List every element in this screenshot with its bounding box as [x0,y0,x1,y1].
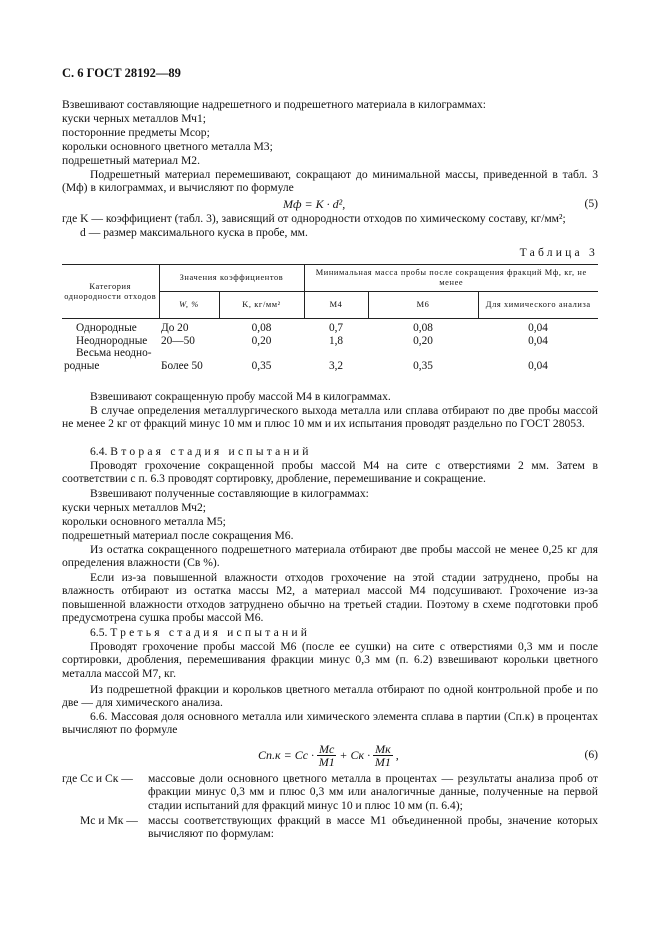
formula-6-end: , [395,748,399,762]
formula-6 [258,743,399,768]
where-6-a: массовые доли основного цветного металла в процентах — результаты анализа проб от фракции минус 0,3 мм и плюс 0,3 мм или аналогичные данные, полученные на первой стадии испытаний для фракций минус 10 и плюс 10 мм (п. 6.4); [148,772,598,812]
list-item: подрешетный материал М2. [62,154,200,167]
formula-6-number: (6) [584,748,598,761]
table-cell: 0,08 [413,322,433,334]
fraction-denominator: M1 [318,755,335,769]
table-header-k: K, кг/мм² [219,292,304,319]
paragraph-undersize: Подрешетный материал перемешивают, сокращают до минимальной массы, приведенной в табл. 3 (Mф) в килограммах, и вычисляют по формуле [62,168,598,195]
fraction [373,743,393,768]
paragraph-moisture: Из остатка сокращенного подрешетного материала отбирают две пробы массой не менее 0,25 кг для определения влажности (Cв %). [62,543,598,570]
table-cell: Однородные [76,322,137,334]
table-cell: До 20 [161,322,189,334]
table-header-coef: Значения коэффициентов [159,265,304,292]
table-row [62,335,598,348]
table-cell [304,347,368,360]
table-row [62,360,598,373]
paragraph-6-5: Проводят грохочение пробы массой М6 (после ее сушки) на сите с отверстиями 0,3 мм и после сортировки, дробления, перемешивания фракции минус 0,3 мм (п. 6.2) взвешивают корольки цветного металла массой М7, кг. [62,640,598,680]
table-cell: Неоднородные [76,334,148,347]
table-header-minmass: Минимальная масса пробы после сокращения фракций Mф, кг, не менее [304,265,598,292]
where-6-b: массы соответствующих фракций в массе М1 объединенной пробы, значение которых вычисляют по формулам: [148,814,598,841]
where-6-b-lead: Mс и Mк — [80,814,138,827]
table-header-category: Категория однородности отходов [62,265,159,319]
section-number: 6.5. [90,626,108,639]
table-cell: 0,35 [413,359,433,372]
table-cell: Более 50 [161,359,203,372]
section-number: 6.4. [90,445,108,458]
table-header-chem: Для химического анализа [478,292,598,319]
list-item: куски черных металлов Мч2; [62,501,207,514]
section-title: Третья стадия испытаний [110,626,311,639]
table-cell: 20—50 [161,334,195,347]
where-d: d — размер максимального куска в пробе, мм. [80,226,308,239]
list-item: куски черных металлов Мч1; [62,112,207,125]
paragraph-weigh-m4: Взвешивают сокращенную пробу массой М4 в килограммах. [90,390,391,403]
formula-6-plus: + Cк · [339,748,371,762]
table-row [62,347,598,360]
table-cell [478,347,598,360]
table-cell: 0,04 [528,322,548,334]
formula-5-number: (5) [584,197,598,210]
table-cell: 0,7 [328,322,344,334]
list-item: корольки основного металла М5; [62,515,226,528]
paragraph-difficult: Если из-за повышенной влажности отходов грохочение на этой стадии затруднено, пробы на влажность отбирают из остатка массы М2, а материал массой М4 подсушивают. Грохочение из-за повышенной влажности отходов затруднено обычно на третьей стадии. Поэтому в схеме подготовки проб предусмотрена сушка пробы массой М6. [62,571,598,625]
paragraph-6-4: Проводят грохочение сокращенной пробы массой М4 на сите с отверстиями 2 мм. Затем в соответствии с п. 6.3 проводят сортировку, дробление, перемешивание и сокращение. [62,459,598,486]
table-cell: 0,04 [528,334,548,347]
table-header-w: W, % [159,292,219,319]
table-cell: 0,20 [413,334,433,347]
paragraph-weigh2-intro: Взвешивают полученные составляющие в килограммах: [90,487,369,500]
table-cell: 0,20 [251,334,272,347]
table-cell [368,347,478,360]
list-item: корольки основного цветного металла М3; [62,140,273,153]
list-item: посторонние предметы Мсор; [62,126,210,139]
where-6-a-lead: где Cс и Cк — [62,772,133,785]
paragraph-6-6: 6.6. Массовая доля основного металла или химического элемента сплава в партии (Cп.к) в процентах вычисляют по формуле [62,710,598,737]
page-header: С. 6 ГОСТ 28192—89 [62,66,181,80]
list-item: подрешетный материал после сокращения М6. [62,529,294,542]
table-3 [62,264,598,372]
table-cell: 0,04 [528,359,548,372]
fraction-numerator: Mк [375,742,391,756]
section-6-5-heading [62,626,598,639]
section-title: Вторая стадия испытаний [110,445,312,458]
table-header-m6: М6 [368,292,478,319]
fraction [317,743,336,768]
table-cell [159,347,219,360]
table-title: Таблица 3 [519,246,598,259]
paragraph-control: Из подрешетной фракции и корольков цветного металла отбирают по одной контрольной пробе и по две — для химического анализа. [62,683,598,710]
table-cell: 0,08 [251,322,272,334]
table-cell: Весьма неодно- [76,347,152,359]
fraction-denominator: M1 [374,755,391,769]
table-cell: 1,8 [328,334,344,347]
where-k: где K — коэффициент (табл. 3), зависящий от однородности отходов по химическому составу, кг/мм²; [62,212,566,225]
formula-6-lhs: Cп.к = Cс · [258,748,315,762]
fraction-numerator: Mс [319,742,335,756]
paragraph-metallurgical: В случае определения металлургического выхода металла или сплава отбирают по две пробы массой не менее 2 кг от фракций минус 10 мм и плюс 10 мм и их испытания проводят раздельно по ГОСТ 28053. [62,404,598,431]
table-cell: 3,2 [328,359,344,372]
table-header-m4: М4 [304,292,368,319]
table-cell: родные [64,359,100,372]
formula-5: Mф = K · d², [283,197,346,211]
table-cell: 0,35 [251,359,272,372]
table-cell [219,347,304,360]
section-6-4-heading [62,445,598,458]
paragraph-weigh-intro: Взвешивают составляющие надрешетного и подрешетного материала в килограммах: [62,98,486,111]
table-row [62,319,598,335]
